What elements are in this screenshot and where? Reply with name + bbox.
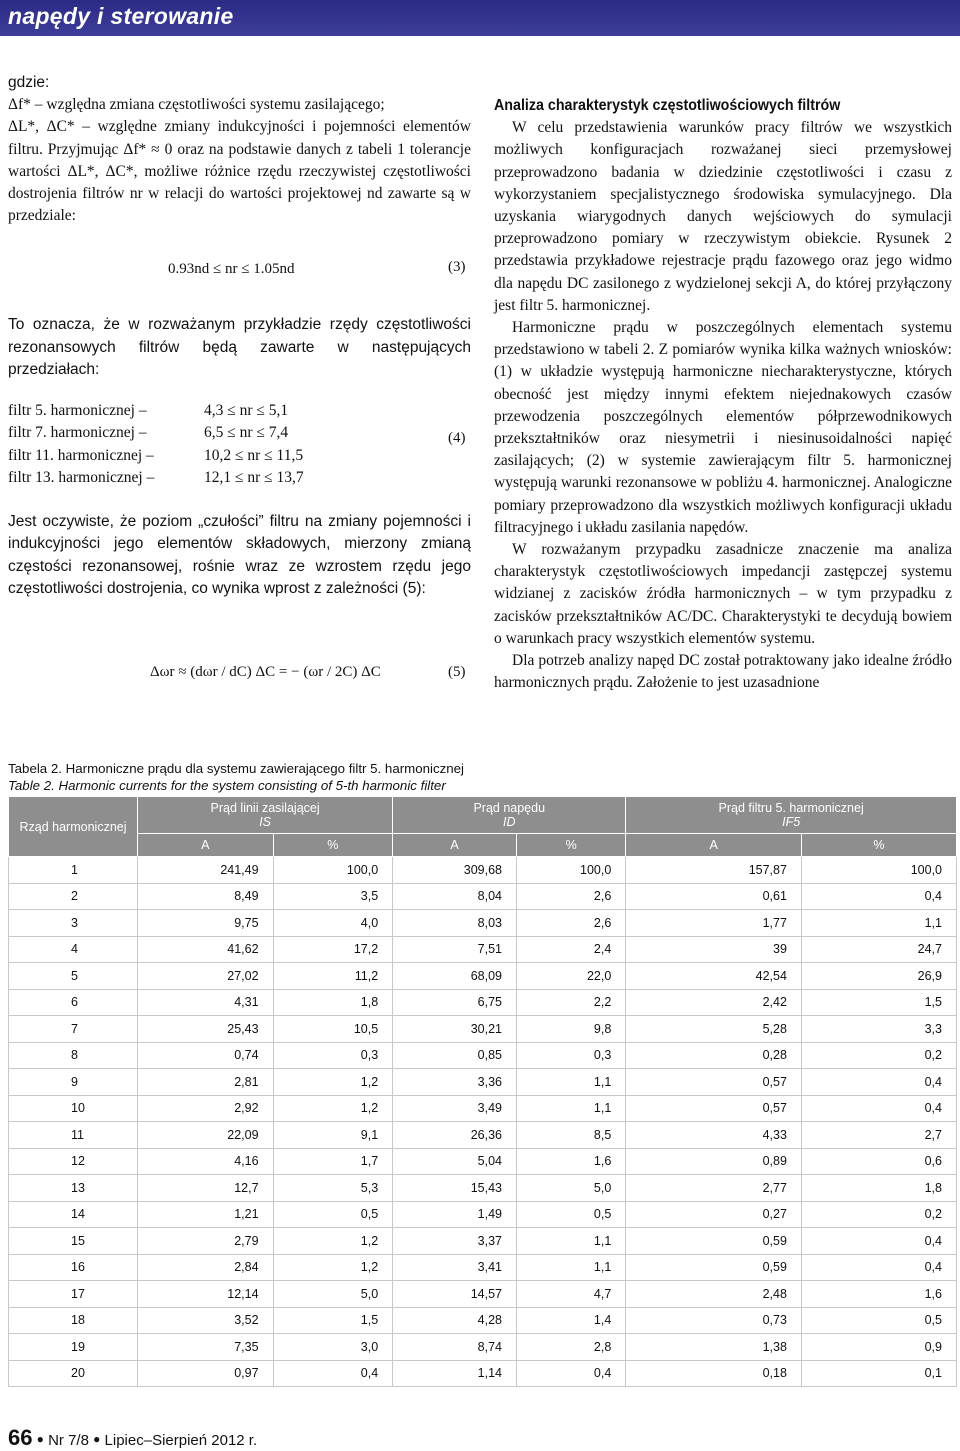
value-cell: 0,27: [626, 1201, 802, 1228]
table-row: [9, 963, 957, 990]
harmonic-order-cell: 2: [9, 883, 138, 910]
paragraph-sensitivity-text: Jest oczywiste, że poziom „czułości” filtru na zmiany pojemności i indukcyjności jego elementów składowych, mierzony zmianą częstości rezonansowej, rośnie wraz ze wzrostem rzędu jego częstotliwości dostrojenia, co wynika wprost z zależności (5):: [8, 513, 471, 598]
harmonic-order-cell: 10: [9, 1095, 138, 1122]
value-cell: 26,36: [393, 1122, 517, 1149]
value-cell: 3,52: [138, 1307, 274, 1334]
value-cell: 0,3: [273, 1042, 393, 1069]
harmonic-order-cell: 20: [9, 1360, 138, 1387]
value-cell: 0,57: [626, 1069, 802, 1096]
filter-row: [8, 445, 478, 467]
right-column: [494, 95, 952, 694]
value-cell: 0,1: [801, 1360, 956, 1387]
harmonic-order-cell: 18: [9, 1307, 138, 1334]
value-cell: 0,28: [626, 1042, 802, 1069]
table-row: [9, 1122, 957, 1149]
value-cell: 0,74: [138, 1042, 274, 1069]
col-group-filter-label: Prąd filtru 5. harmonicznej: [718, 801, 864, 815]
value-cell: 22,0: [517, 963, 626, 990]
value-cell: 2,7: [801, 1122, 956, 1149]
unit-header: %: [801, 834, 956, 857]
paragraph-sensitivity: [8, 511, 471, 601]
filter-name: filtr 5. harmonicznej –: [8, 402, 147, 419]
value-cell: 0,57: [626, 1095, 802, 1122]
equation-5-number: (5): [448, 664, 466, 680]
table-row: [9, 1175, 957, 1202]
equation-5: Δωr ≈ (dωr / dC) ΔC = − (ωr / 2C) ΔC: [150, 664, 381, 680]
harmonic-order-cell: 4: [9, 936, 138, 963]
value-cell: 5,28: [626, 1016, 802, 1043]
harmonic-order-cell: 13: [9, 1175, 138, 1202]
value-cell: 100,0: [273, 857, 393, 884]
filter-range: 6,5 ≤ nr ≤ 7,4: [204, 424, 289, 442]
col-group-drive-label: Prąd napędu: [473, 801, 546, 815]
paragraph-ranges: [8, 314, 471, 382]
value-cell: 1,2: [273, 1069, 393, 1096]
definition-line: Δf* – względna zmiana częstotliwości systemu zasilającego;: [8, 96, 385, 114]
value-cell: 1,1: [517, 1228, 626, 1255]
value-cell: 2,4: [517, 936, 626, 963]
value-cell: 24,7: [801, 936, 956, 963]
table-row: [9, 1069, 957, 1096]
equation-3: 0.93nd ≤ nr ≤ 1.05nd: [168, 261, 295, 277]
value-cell: 25,43: [138, 1016, 274, 1043]
value-cell: 2,42: [626, 989, 802, 1016]
value-cell: 0,4: [801, 1254, 956, 1281]
harmonic-order-cell: 3: [9, 910, 138, 937]
value-cell: 8,5: [517, 1122, 626, 1149]
value-cell: 0,85: [393, 1042, 517, 1069]
value-cell: 0,18: [626, 1360, 802, 1387]
value-cell: 3,0: [273, 1334, 393, 1361]
harmonic-order-cell: 7: [9, 1016, 138, 1043]
filter-range: 10,2 ≤ nr ≤ 11,5: [204, 446, 304, 464]
filter-range: 4,3 ≤ nr ≤ 5,1: [204, 402, 289, 419]
paragraph-tolerance: ΔL*, ΔC* – względne zmiany indukcyjności i pojemności elementów filtru. Przyjmując Δf* ≈ 0 oraz na podstawie danych z tabeli 1 tolerancje wartości ΔL*, ΔC*, możliwe różnice rzędu rzeczywistej częstotliwości dostrojenia filtrów nr w relacji do wartości projektowej nd zawarte są w przedziale:: [8, 118, 471, 225]
table-row: [9, 910, 957, 937]
value-cell: 14,57: [393, 1281, 517, 1308]
table-row: [9, 1042, 957, 1069]
value-cell: 2,2: [517, 989, 626, 1016]
value-cell: 1,2: [273, 1254, 393, 1281]
value-cell: 1,8: [801, 1175, 956, 1202]
harmonic-order-cell: 14: [9, 1201, 138, 1228]
table-row: [9, 1254, 957, 1281]
col-header-order: Rząd harmonicznej: [9, 797, 138, 857]
value-cell: 0,97: [138, 1360, 274, 1387]
bullet-icon: ●: [36, 1432, 44, 1446]
value-cell: 15,43: [393, 1175, 517, 1202]
value-cell: 5,04: [393, 1148, 517, 1175]
header-bar: [0, 0, 960, 36]
value-cell: 2,48: [626, 1281, 802, 1308]
value-cell: 8,03: [393, 910, 517, 937]
value-cell: 0,2: [801, 1201, 956, 1228]
value-cell: 309,68: [393, 857, 517, 884]
value-cell: 4,0: [273, 910, 393, 937]
value-cell: 2,79: [138, 1228, 274, 1255]
value-cell: 68,09: [393, 963, 517, 990]
table-row: [9, 883, 957, 910]
harmonic-order-cell: 15: [9, 1228, 138, 1255]
filter-ranges: [8, 400, 478, 490]
value-cell: 0,4: [801, 1069, 956, 1096]
value-cell: 1,2: [273, 1228, 393, 1255]
col-group-drive-symbol: ID: [502, 815, 516, 829]
value-cell: 5,0: [517, 1175, 626, 1202]
harmonic-order-cell: 6: [9, 989, 138, 1016]
value-cell: 2,6: [517, 910, 626, 937]
value-cell: 1,5: [801, 989, 956, 1016]
left-column: [8, 72, 471, 227]
table-row: [9, 1281, 957, 1308]
value-cell: 5,3: [273, 1175, 393, 1202]
value-cell: 7,51: [393, 936, 517, 963]
table-row: [9, 1095, 957, 1122]
value-cell: 26,9: [801, 963, 956, 990]
page-footer: [8, 1425, 257, 1451]
harmonic-order-cell: 5: [9, 963, 138, 990]
harmonic-order-cell: 1: [9, 857, 138, 884]
value-cell: 9,8: [517, 1016, 626, 1043]
filter-row: [8, 400, 478, 422]
harmonic-order-cell: 9: [9, 1069, 138, 1096]
value-cell: 0,4: [273, 1360, 393, 1387]
value-cell: 0,4: [801, 883, 956, 910]
table-row: [9, 1201, 957, 1228]
value-cell: 157,87: [626, 857, 802, 884]
value-cell: 8,74: [393, 1334, 517, 1361]
harmonic-order-cell: 11: [9, 1122, 138, 1149]
value-cell: 2,77: [626, 1175, 802, 1202]
harmonic-order-cell: 8: [9, 1042, 138, 1069]
value-cell: 1,4: [517, 1307, 626, 1334]
paragraph-ranges-text: To oznacza, że w rozważanym przykładzie rzędy częstotliwości rezonansowych filtrów będą zawarte w następujących przedziałach:: [8, 316, 471, 379]
value-cell: 1,77: [626, 910, 802, 937]
value-cell: 1,6: [801, 1281, 956, 1308]
value-cell: 0,59: [626, 1228, 802, 1255]
value-cell: 1,5: [273, 1307, 393, 1334]
table-body: [9, 857, 957, 1387]
col-group-filter-symbol: IF5: [782, 815, 801, 829]
value-cell: 0,73: [626, 1307, 802, 1334]
value-cell: 2,8: [517, 1334, 626, 1361]
subsection-title: Analiza charakterystyk częstotliwościowych filtrów: [494, 97, 841, 114]
value-cell: 1,1: [801, 910, 956, 937]
value-cell: 0,4: [801, 1095, 956, 1122]
paragraph: Harmoniczne prądu w poszczególnych elementach systemu przedstawiono w tabeli 2. Z pomiarów wynika kilka ważnych wniosków: (1) w układzie występują harmoniczne niecharakterystyczne, których obecność jest między innymi efektem niejednakowych czasów przewodzenia poszczególnych elementów półprzewodnikowych przekształtników oraz niesymetrii i niesinusoidalności napięć zasilających; (2) w systemie zawierającym filtr 5. harmonicznej występują warunki rezonansowe w pobliżu 4. harmonicznej. Analogiczne pomiary przeprowadzono dla wszystkich możliwych konfiguracji układu filtracyjnego i układu zasilania napędów.: [494, 319, 952, 536]
value-cell: 9,75: [138, 910, 274, 937]
section-title: napędy i sterowanie: [8, 3, 234, 29]
value-cell: 0,59: [626, 1254, 802, 1281]
harmonic-order-cell: 16: [9, 1254, 138, 1281]
value-cell: 0,4: [517, 1360, 626, 1387]
value-cell: 4,33: [626, 1122, 802, 1149]
value-cell: 4,7: [517, 1281, 626, 1308]
value-cell: 0,3: [517, 1042, 626, 1069]
equation-4-number: (4): [448, 430, 466, 446]
filter-row: [8, 467, 478, 489]
value-cell: 30,21: [393, 1016, 517, 1043]
paragraph: W celu przedstawienia warunków pracy filtrów we wszystkich możliwych konfiguracjach rozważanej sieci przemysłowej przeprowadzono badania w dziedzinie częstotliwości i czasu z wykorzystaniem specjalistycznego środowiska symulacyjnego. Dla uzyskania wiarygodnych danych wejściowych do symulacji przeprowadzono pomiary w rzeczywistym obiekcie. Rysunek 2 przedstawia przykładowe rejestracje prądu fazowego oraz jego widmo dla napędu DC zasilonego z wydzielonej sekcji A, do której przyłączony jest filtr 5. harmonicznej.: [494, 119, 952, 314]
value-cell: 2,84: [138, 1254, 274, 1281]
table-row: [9, 1360, 957, 1387]
value-cell: 4,16: [138, 1148, 274, 1175]
value-cell: 9,1: [273, 1122, 393, 1149]
unit-header: %: [273, 834, 393, 857]
value-cell: 1,1: [517, 1069, 626, 1096]
table-row: [9, 989, 957, 1016]
filter-name: filtr 7. harmonicznej –: [8, 424, 147, 442]
value-cell: 0,6: [801, 1148, 956, 1175]
value-cell: 41,62: [138, 936, 274, 963]
table-caption-en: Table 2. Harmonic currents for the system consisting of 5-th harmonic filter: [8, 778, 446, 793]
value-cell: 12,7: [138, 1175, 274, 1202]
value-cell: 3,3: [801, 1016, 956, 1043]
value-cell: 241,49: [138, 857, 274, 884]
value-cell: 1,14: [393, 1360, 517, 1387]
value-cell: 3,41: [393, 1254, 517, 1281]
harmonic-order-cell: 19: [9, 1334, 138, 1361]
value-cell: 3,5: [273, 883, 393, 910]
bullet-icon: ●: [93, 1432, 101, 1446]
value-cell: 22,09: [138, 1122, 274, 1149]
value-cell: 1,8: [273, 989, 393, 1016]
intro-label: gdzie:: [8, 74, 50, 91]
table-row: [9, 1016, 957, 1043]
equation-3-number: (3): [448, 259, 466, 275]
value-cell: 0,5: [517, 1201, 626, 1228]
harmonics-table: [8, 796, 957, 1387]
value-cell: 4,28: [393, 1307, 517, 1334]
value-cell: 1,49: [393, 1201, 517, 1228]
filter-row: [8, 422, 478, 444]
unit-header: A: [393, 834, 517, 857]
value-cell: 3,49: [393, 1095, 517, 1122]
value-cell: 1,6: [517, 1148, 626, 1175]
value-cell: 0,2: [801, 1042, 956, 1069]
value-cell: 100,0: [801, 857, 956, 884]
value-cell: 2,6: [517, 883, 626, 910]
value-cell: 1,2: [273, 1095, 393, 1122]
value-cell: 0,4: [801, 1228, 956, 1255]
value-cell: 12,14: [138, 1281, 274, 1308]
col-group-line: [138, 797, 393, 834]
table-row: [9, 1307, 957, 1334]
value-cell: 27,02: [138, 963, 274, 990]
col-group-line-label: Prąd linii zasilającej: [210, 801, 320, 815]
value-cell: 8,04: [393, 883, 517, 910]
value-cell: 1,7: [273, 1148, 393, 1175]
value-cell: 7,35: [138, 1334, 274, 1361]
value-cell: 100,0: [517, 857, 626, 884]
value-cell: 11,2: [273, 963, 393, 990]
harmonic-order-cell: 12: [9, 1148, 138, 1175]
value-cell: 3,36: [393, 1069, 517, 1096]
paragraph: W rozważanym przypadku zasadnicze znaczenie ma analiza charakterystyk częstotliwościowych impedancji zastępczej systemu widzianej z zacisków źródła harmonicznych – w tym przypadku z zacisków przekształtników AC/DC. Charakterystyki te decydują bowiem o warunkach pracy wszystkich elementów systemu.: [494, 541, 952, 647]
value-cell: 1,1: [517, 1254, 626, 1281]
value-cell: 10,5: [273, 1016, 393, 1043]
value-cell: 42,54: [626, 963, 802, 990]
value-cell: 2,81: [138, 1069, 274, 1096]
col-group-drive: [393, 797, 626, 834]
value-cell: 3,37: [393, 1228, 517, 1255]
value-cell: 0,9: [801, 1334, 956, 1361]
filter-name: filtr 11. harmonicznej –: [8, 446, 154, 464]
table-row: [9, 1148, 957, 1175]
table-row: [9, 1228, 957, 1255]
table-caption-pl: Tabela 2. Harmoniczne prądu dla systemu zawierającego filtr 5. harmonicznej: [8, 761, 465, 776]
value-cell: 0,61: [626, 883, 802, 910]
unit-header: A: [138, 834, 274, 857]
paragraph: Dla potrzeb analizy napęd DC został potraktowany jako idealne źródło harmonicznych prądu. Założenie to jest uzasadnione: [494, 652, 952, 692]
page-number: 66: [8, 1425, 33, 1450]
value-cell: 17,2: [273, 936, 393, 963]
col-group-filter: [626, 797, 957, 834]
value-cell: 1,21: [138, 1201, 274, 1228]
value-cell: 0,89: [626, 1148, 802, 1175]
table-row: [9, 857, 957, 884]
unit-header: %: [517, 834, 626, 857]
table-row: [9, 936, 957, 963]
value-cell: 4,31: [138, 989, 274, 1016]
harmonic-order-cell: 17: [9, 1281, 138, 1308]
value-cell: 1,1: [517, 1095, 626, 1122]
value-cell: 8,49: [138, 883, 274, 910]
filter-name: filtr 13. harmonicznej –: [8, 469, 155, 487]
value-cell: 0,5: [801, 1307, 956, 1334]
value-cell: 2,92: [138, 1095, 274, 1122]
issue-number: Nr 7/8: [48, 1432, 89, 1449]
value-cell: 1,38: [626, 1334, 802, 1361]
col-group-line-symbol: IS: [259, 815, 271, 829]
issue-date: Lipiec–Sierpień 2012 r.: [104, 1432, 258, 1449]
value-cell: 5,0: [273, 1281, 393, 1308]
unit-header: A: [626, 834, 802, 857]
table-row: [9, 1334, 957, 1361]
value-cell: 0,5: [273, 1201, 393, 1228]
value-cell: 6,75: [393, 989, 517, 1016]
filter-range: 12,1 ≤ nr ≤ 13,7: [204, 469, 304, 487]
value-cell: 39: [626, 936, 802, 963]
